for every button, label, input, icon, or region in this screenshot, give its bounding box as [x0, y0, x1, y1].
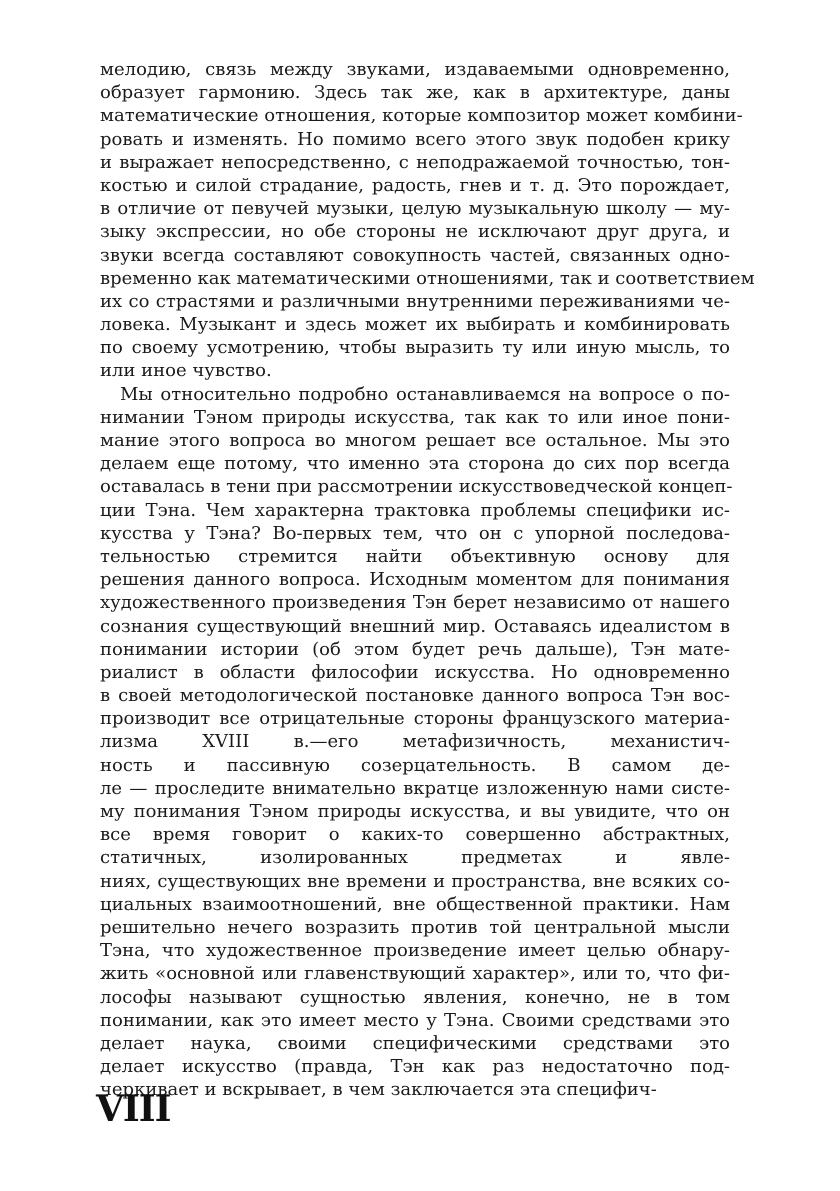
text-line: мелодию, связь между звуками, издаваемыми одновременно,: [100, 59, 730, 80]
text-line: их со страстями и различными внутренними переживаниями че-: [100, 290, 730, 312]
text-line: звуки всегда составляют совокупность частей, связанных одно-: [100, 244, 730, 266]
text-line: статичных, изолированных предметах и явле-: [100, 847, 730, 869]
text-line: циальных взаимоотношений, вне общественной практики. Нам: [100, 893, 730, 915]
text-line: лизма XVIII в.—его метафизичность, механистич-: [100, 731, 730, 753]
text-line: в отличие от певучей музыки, целую музыкальную школу — му-: [100, 198, 730, 220]
text-line: в своей методологической постановке данного вопроса Тэн вос-: [100, 685, 730, 707]
text-line: лософы называют сущностью явления, конечно, не в том: [100, 986, 730, 1008]
text-line: делает наука, своими специфическими средствами это: [100, 1032, 730, 1054]
text-line: нимании Тэном природы искусства, так как то или иное пони-: [100, 406, 730, 428]
text-line: оставалась в тени при рассмотрении искусствоведческой концеп-: [100, 476, 733, 498]
text-line: Тэна, что художественное произведение имеет целью обнару-: [100, 940, 730, 962]
body-text: [100, 58, 755, 1101]
text-line: ле — проследите внимательно вкратце изложенную нами систе-: [100, 777, 730, 799]
text-line: ции Тэна. Чем характерна трактовка проблемы специфики ис-: [100, 499, 730, 521]
text-line: кусства у Тэна? Во-первых тем, что он с упорной последова-: [100, 522, 730, 544]
page-number: VIII: [96, 1088, 171, 1130]
text-line: делает искусство (правда, Тэн как раз недостаточно под-: [100, 1056, 730, 1078]
paragraph-1: [100, 58, 755, 383]
text-line: ровать и изменять. Но помимо всего этого звук подобен крику: [100, 128, 730, 150]
text-line: зыку экспрессии, но обе стороны не исключают друг друга, и: [100, 221, 730, 243]
text-line: все время говорит о каких-то совершенно абстрактных,: [100, 824, 730, 846]
text-line: ниях, существующих вне времени и пространства, вне всяких со-: [100, 870, 730, 892]
text-line: решительно нечего возразить против той центральной мысли: [100, 916, 730, 938]
text-line: костью и силой страдание, радость, гнев и т. д. Это порождает,: [100, 174, 730, 196]
text-line: образует гармонию. Здесь так же, как в архитектуре, даны: [100, 82, 730, 104]
text-line: черкивает и вскрывает, в чем заключается эта специфич-: [100, 1079, 657, 1101]
text-line: делаем еще потому, что именно эта сторона до сих пор всегда: [100, 453, 730, 475]
text-line: сознания существующий внешний мир. Оставаясь идеалистом в: [100, 615, 730, 637]
text-line: производит все отрицательные стороны французского материа-: [100, 708, 730, 730]
paragraph-2: [100, 383, 733, 1102]
text-line: понимании истории (об этом будет речь дальше), Тэн мате-: [100, 638, 730, 660]
text-line: временно как математическими отношениями, так и соответствием: [100, 267, 755, 289]
text-line: Мы относительно подробно останавливаемся на вопросе о по-: [120, 383, 730, 405]
text-line: му понимания Тэном природы искусства, и вы увидите, что он: [100, 801, 730, 822]
text-line: ловека. Музыкант и здесь может их выбирать и комбинировать: [100, 314, 730, 336]
text-line: мание этого вопроса во многом решает все остальное. Мы это: [100, 430, 730, 451]
text-line: понимании, как это имеет место у Тэна. Своими средствами это: [100, 1009, 730, 1031]
text-line: художественного произведения Тэн берет независимо от нашего: [100, 592, 730, 614]
text-line: ность и пассивную созерцательность. В самом де-: [100, 754, 730, 776]
text-line: или иное чувство.: [100, 360, 272, 382]
text-line: по своему усмотрению, чтобы выразить ту или иную мысль, то: [100, 337, 730, 359]
text-line: математические отношения, которые композитор может комбини-: [100, 105, 743, 127]
text-line: жить «основной или главенствующий характер», или то, что фи-: [100, 963, 730, 985]
text-line: решения данного вопроса. Исходным моментом для понимания: [100, 569, 730, 591]
text-line: тельностью стремится найти объективную основу для: [100, 545, 730, 567]
text-line: и выражает непосредственно, с неподражаемой точностью, тон-: [100, 151, 730, 173]
text-line: риалист в области философии искусства. Но одновременно: [100, 661, 730, 683]
